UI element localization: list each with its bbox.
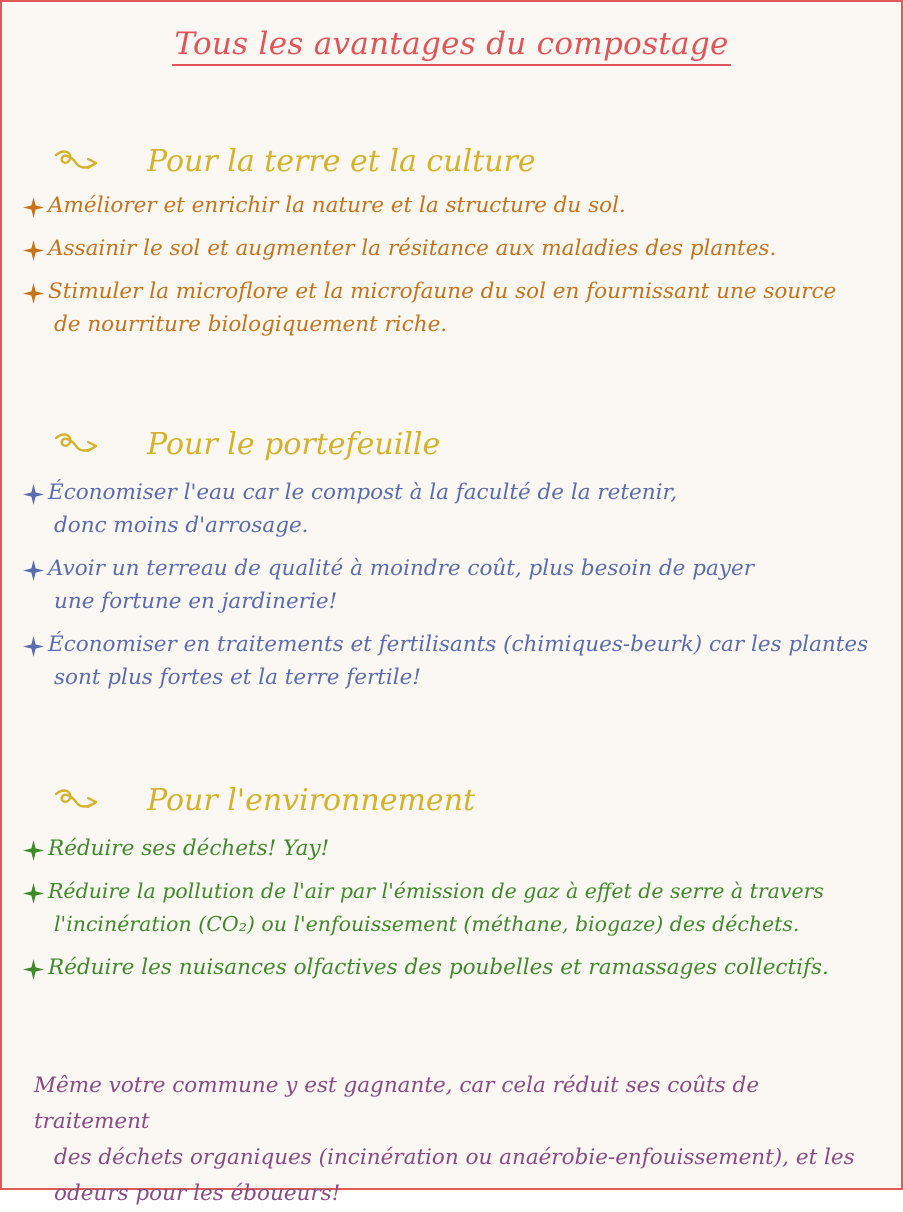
list-item-text: Réduire les nuisances olfactives des poubelles et ramassages collectifs. <box>48 955 829 980</box>
list-item-text: Réduire ses déchets! Yay! <box>48 836 330 861</box>
star-icon <box>23 240 44 261</box>
swirl-icon <box>52 786 100 816</box>
list-item-text: Améliorer et enrichir la nature et la structure du sol. <box>48 193 626 218</box>
list-item <box>2 875 901 941</box>
section-heading <box>2 422 901 468</box>
page-title <box>2 24 901 66</box>
list-item-text-continued: l'incinération (CO₂) ou l'enfouissement (méthane, biogaze) des déchets. <box>54 912 800 936</box>
footer-line: des déchets organiques (incinération ou anaérobie-enfouissement), et les <box>54 1145 855 1170</box>
section-heading <box>2 778 901 824</box>
footer-line: odeurs pour les éboueurs! <box>54 1181 341 1206</box>
list-item-text: Réduire la pollution de l'air par l'émission de gaz à effet de serre à travers <box>48 879 824 903</box>
list-item-text-continued: une fortune en jardinerie! <box>54 589 338 614</box>
page-title-text: Tous les avantages du compostage <box>172 24 730 66</box>
list-item-text: Économiser l'eau car le compost à la faculté de la retenir, <box>48 480 678 505</box>
list-item-text-continued: donc moins d'arrosage. <box>54 513 309 538</box>
list-item <box>2 951 901 984</box>
star-icon <box>23 197 44 218</box>
list-item-text: Économiser en traitements et fertilisants (chimiques-beurk) car les plantes <box>48 632 869 657</box>
list-item-text-continued: sont plus fortes et la terre fertile! <box>54 665 421 690</box>
section-heading-text: Pour la terre et la culture <box>147 144 536 179</box>
star-icon <box>23 484 44 505</box>
footer-note <box>34 1068 871 1212</box>
section-environment <box>2 778 901 994</box>
list-item-text: Stimuler la microflore et la microfaune du sol en fournissant une source <box>48 279 837 304</box>
section-heading-text: Pour l'environnement <box>147 783 476 818</box>
star-icon <box>23 560 44 581</box>
list-item-text-continued: de nourriture biologiquement riche. <box>54 312 448 337</box>
list-item <box>2 275 901 341</box>
list-item <box>2 232 901 265</box>
list-item-text: Assainir le sol et augmenter la résitance aux maladies des plantes. <box>48 236 777 261</box>
star-icon <box>23 959 44 980</box>
list-item <box>2 552 901 618</box>
star-icon <box>23 283 44 304</box>
swirl-icon <box>52 430 100 460</box>
list-item <box>2 476 901 542</box>
section-heading-text: Pour le portefeuille <box>147 427 441 462</box>
list-item-text: Avoir un terreau de qualité à moindre coût, plus besoin de payer <box>48 556 754 581</box>
section-wallet <box>2 422 901 704</box>
swirl-icon <box>52 147 100 177</box>
list-item <box>2 628 901 694</box>
list-item <box>2 832 901 865</box>
list-item <box>2 189 901 222</box>
section-soil <box>2 139 901 351</box>
star-icon <box>23 840 44 861</box>
star-icon <box>23 636 44 657</box>
footer-line: Même votre commune y est gagnante, car cela réduit ses coûts de traitement <box>34 1073 760 1134</box>
section-heading <box>2 139 901 185</box>
star-icon <box>23 883 44 904</box>
